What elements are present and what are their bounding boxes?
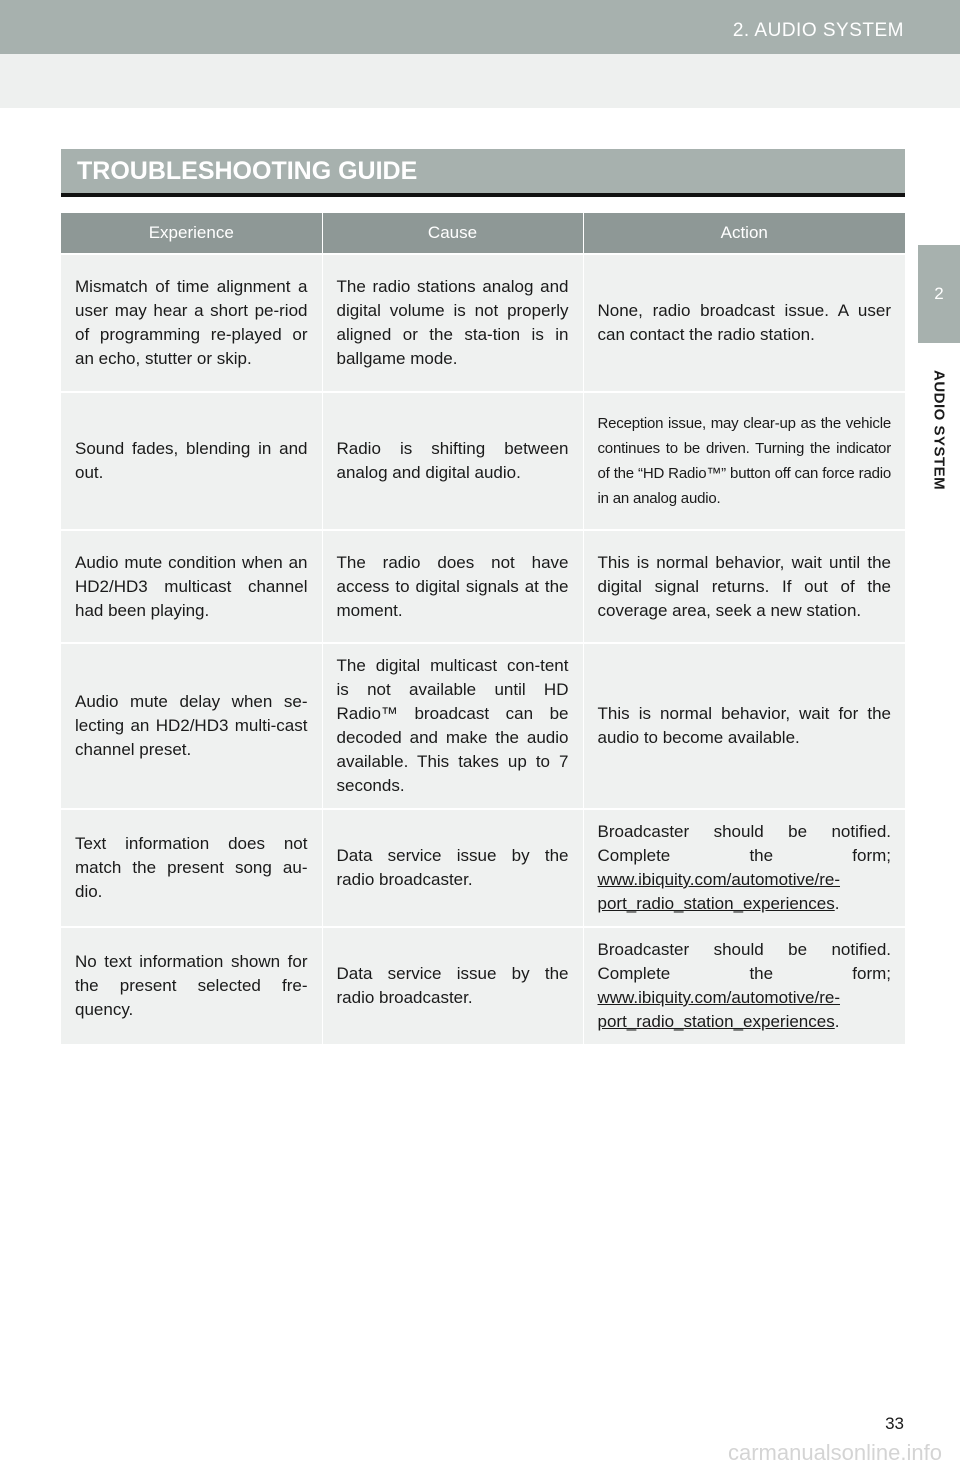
action-suffix: . <box>834 894 840 913</box>
experience-cell: Audio mute delay when se-lecting an HD2/HD3 multi-cast channel preset. <box>61 643 322 809</box>
experience-cell: Mismatch of time alignment a user may hear a short pe-riod of programming re-played or an echo, stutter or skip. <box>61 254 322 392</box>
experience-cell: Audio mute condition when an HD2/HD3 multicast channel had been playing. <box>61 530 322 643</box>
action-cell <box>583 927 905 1044</box>
column-header-action: Action <box>583 213 905 254</box>
action-suffix: . <box>834 1012 840 1031</box>
chapter-title: 2. AUDIO SYSTEM <box>732 20 904 41</box>
chapter-side-label <box>918 350 960 510</box>
table-row <box>61 254 905 392</box>
action-text: Broadcaster should be notified. Complete the form; <box>597 822 891 865</box>
experience-cell: No text information shown for the present selected fre-quency. <box>61 927 322 1044</box>
table-header-row <box>61 213 905 254</box>
section-heading: TROUBLESHOOTING GUIDE <box>61 149 905 197</box>
table-row <box>61 927 905 1044</box>
cause-cell: The digital multicast con-tent is not available until HD Radio™ broadcast can be decoded and make the audio available. This takes up to 7 seconds. <box>322 643 583 809</box>
experience-cell: Text information does not match the present song au-dio. <box>61 809 322 927</box>
action-text: Broadcaster should be notified. Complete the form; <box>597 940 891 983</box>
table-row <box>61 643 905 809</box>
header-bar <box>0 0 960 54</box>
table-row <box>61 392 905 530</box>
action-cell <box>583 809 905 927</box>
experience-cell: Sound fades, blending in and out. <box>61 392 322 530</box>
chapter-tab-number: 2 <box>934 284 944 303</box>
action-text: Reception issue, may clear-up as the vehicle continues to be driven. Turning the indicator of the “HD Radio™” button off can force radio in an analog audio. <box>597 415 891 507</box>
action-cell <box>583 392 905 530</box>
page-number: 33 <box>885 1414 904 1433</box>
table-row <box>61 809 905 927</box>
action-cell: This is normal behavior, wait until the digital signal returns. If out of the coverage area, seek a new station. <box>583 530 905 643</box>
report-link[interactable]: www.ibiquity.com/automotive/re-port_radio_station_experiences <box>597 870 840 913</box>
action-cell: This is normal behavior, wait for the audio to become available. <box>583 643 905 809</box>
cause-cell: Data service issue by the radio broadcaster. <box>322 809 583 927</box>
cause-cell: The radio stations analog and digital volume is not properly aligned or the sta-tion is in ballgame mode. <box>322 254 583 392</box>
cause-cell: Data service issue by the radio broadcaster. <box>322 927 583 1044</box>
action-cell: None, radio broadcast issue. A user can contact the radio station. <box>583 254 905 392</box>
chapter-tab[interactable] <box>918 245 960 343</box>
table-row <box>61 530 905 643</box>
cause-cell: Radio is shifting between analog and digital audio. <box>322 392 583 530</box>
column-header-experience: Experience <box>61 213 322 254</box>
report-link[interactable]: www.ibiquity.com/automotive/re-port_radio_station_experiences <box>597 988 840 1031</box>
column-header-cause: Cause <box>322 213 583 254</box>
watermark: carmanualsonline.info <box>727 1440 942 1465</box>
troubleshooting-table <box>61 213 905 1044</box>
chapter-side-label-text: AUDIO SYSTEM <box>930 369 948 491</box>
cause-cell: The radio does not have access to digital signals at the moment. <box>322 530 583 643</box>
